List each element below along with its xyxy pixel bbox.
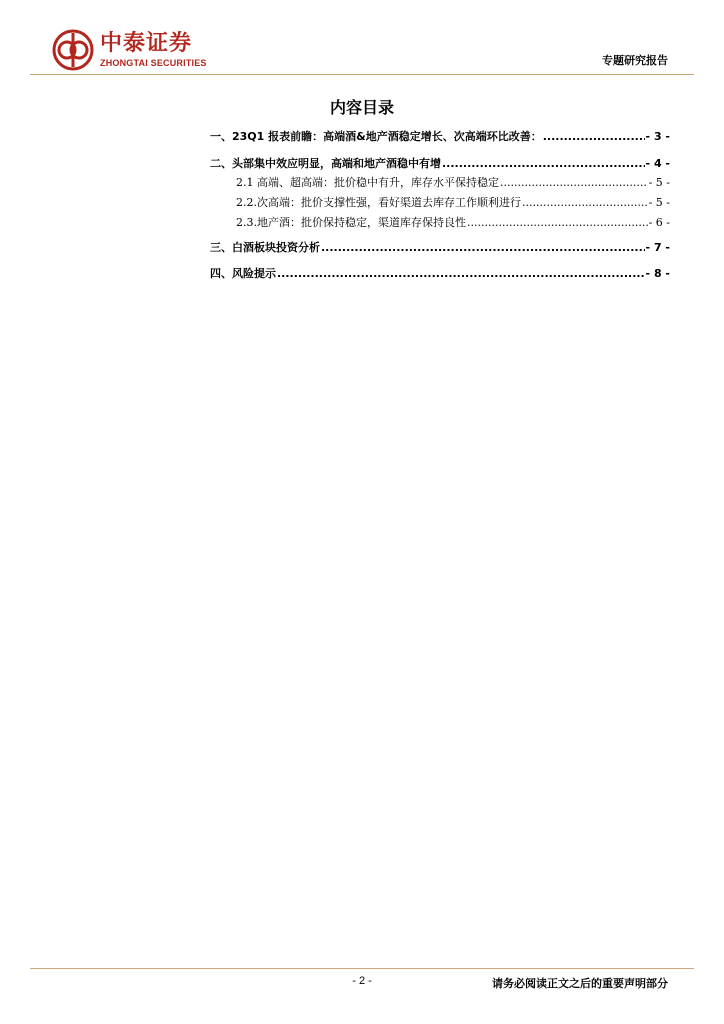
company-logo: [52, 28, 207, 72]
toc-entry[interactable]: [210, 267, 670, 280]
toc-title: 内容目录: [329, 98, 394, 117]
toc-entry-text: 三、白酒板块投资分析: [210, 241, 320, 254]
toc-entry-text: 2.3.地产酒：批价保持稳定，渠道库存保持良性: [236, 216, 466, 229]
toc-leader-dots: [543, 130, 645, 143]
toc-entry-text: 四、风险提示: [210, 267, 276, 280]
toc-entry[interactable]: [210, 196, 670, 209]
toc-entry-text: 2.2.次高端：批价支撑性强，看好渠道去库存工作顺利进行: [236, 196, 521, 209]
toc-entry-text: 2.1 高端、超高端：批价稳中有升，库存水平保持稳定: [236, 176, 499, 189]
page-number: - 2 -: [352, 975, 372, 987]
footer-divider: [30, 968, 694, 969]
toc-leader-dots: [321, 241, 645, 254]
toc-entry-page: - 3 -: [645, 130, 670, 143]
toc-leader-dots: [500, 176, 648, 189]
toc-entry[interactable]: [210, 130, 670, 143]
toc-entry-page: - 5 -: [648, 196, 670, 209]
toc-entry-page: - 6 -: [648, 216, 670, 229]
toc-entry-page: - 5 -: [648, 176, 670, 189]
company-logo-icon: [52, 29, 94, 71]
toc-leader-dots: [442, 157, 645, 170]
toc-entry[interactable]: [210, 176, 670, 189]
report-type-label: 专题研究报告: [602, 54, 668, 67]
toc-entry-page: - 4 -: [645, 157, 670, 170]
table-of-contents: [210, 130, 670, 280]
toc-entry-text: 二、头部集中效应明显，高端和地产酒稳中有增: [210, 157, 441, 170]
toc-entry-page: - 8 -: [645, 267, 670, 280]
toc-leader-dots: [522, 196, 648, 209]
toc-entry-page: - 7 -: [645, 241, 670, 254]
toc-entry-text: 一、23Q1 报表前瞻：高端酒&地产酒稳定增长、次高端环比改善：: [210, 130, 542, 143]
footer-disclaimer: 请务必阅读正文之后的重要声明部分: [492, 977, 668, 990]
toc-leader-dots: [467, 216, 648, 229]
logo-chinese-name: 中泰证券: [100, 31, 193, 56]
toc-entry[interactable]: [210, 216, 670, 229]
header-divider: [30, 74, 694, 75]
toc-entry[interactable]: [210, 241, 670, 254]
toc-leader-dots: [277, 267, 645, 280]
logo-english-name: ZHONGTAI SECURITIES: [100, 58, 207, 68]
toc-entry[interactable]: [210, 157, 670, 170]
